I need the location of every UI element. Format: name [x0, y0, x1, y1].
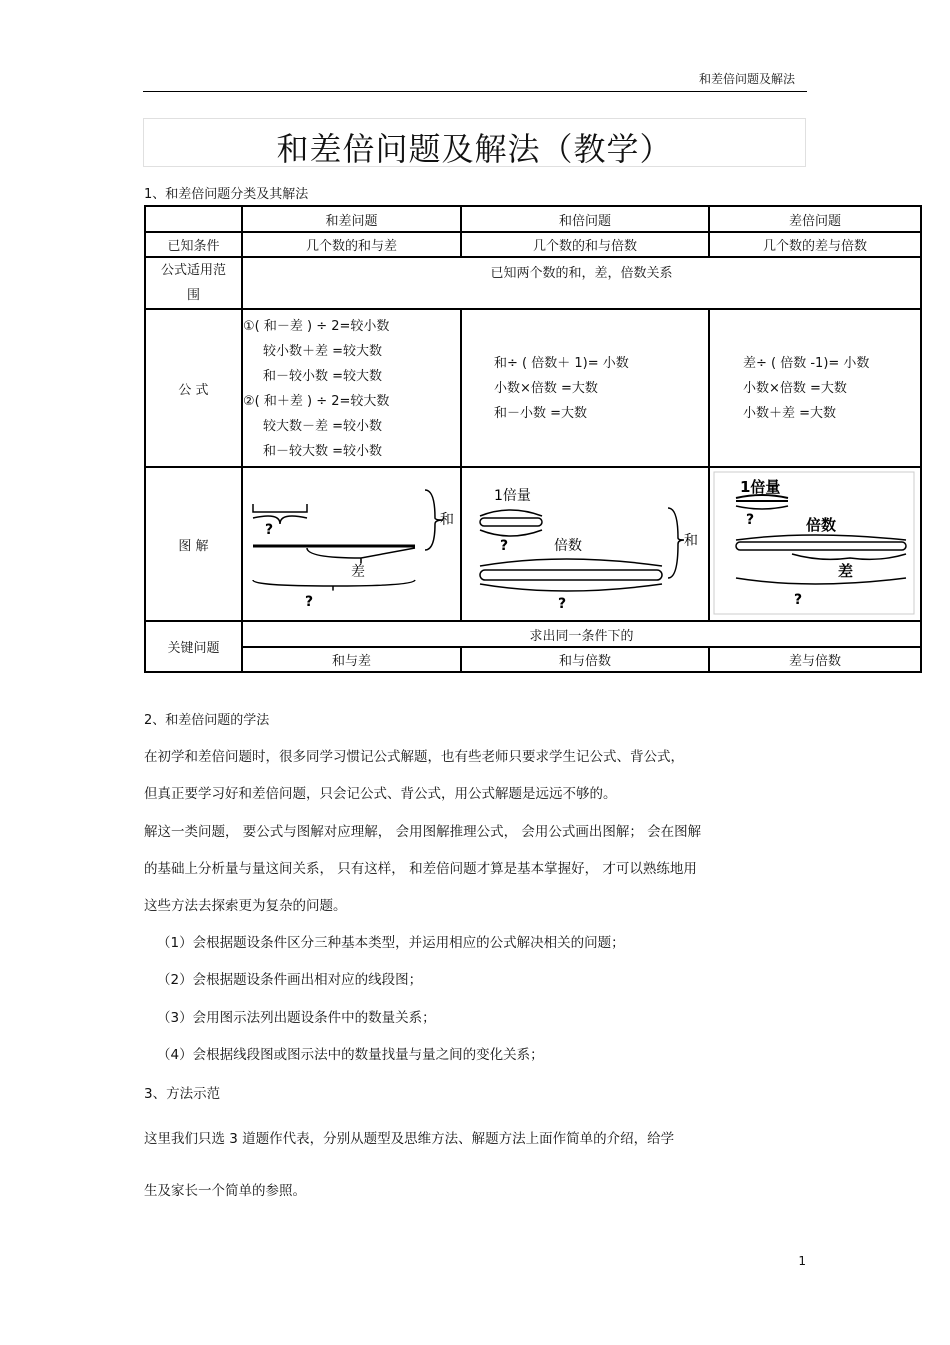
running-header: 和差倍问题及解法	[698, 72, 795, 86]
multiple-brace	[480, 559, 662, 566]
formula-hecha-line: 较大数－差 =较小数	[263, 419, 383, 434]
formula-hebei-line: 和÷ ( 倍数＋ 1)= 小数	[494, 355, 629, 371]
question-mark: ?	[558, 596, 567, 612]
question-mark: ?	[794, 592, 803, 608]
chabei-line-diagram	[710, 468, 920, 616]
small-bar	[253, 504, 307, 512]
diagram-hecha	[242, 467, 461, 621]
known-chabei: 几个数的差与倍数	[709, 232, 921, 257]
large-bar	[480, 570, 662, 580]
col-header-hecha: 和差问题	[242, 206, 461, 232]
section-3-heading: 3、方法示范	[144, 1086, 221, 1102]
row-label-scope	[145, 257, 242, 309]
he-label: 和	[684, 533, 698, 549]
large-brace	[480, 584, 662, 591]
scope-label-line-1: 公式适用范	[160, 263, 226, 278]
paragraph-line: 解这一类问题， 要公式与图解对应理解， 会用图解推理公式， 会用公式画出图解； 会在图解	[144, 824, 702, 840]
total-brace	[253, 580, 415, 590]
list-item: （2）会根据题设条件画出相对应的线段图；	[157, 972, 423, 988]
formula-hecha-line: ①( 和－差 ) ÷ 2=较小数	[243, 319, 390, 334]
beishu-label: 倍数	[806, 516, 837, 534]
question-mark: ?	[746, 512, 755, 528]
list-item: （4）会根据线段图或图示法中的数量找量与量之间的变化关系；	[157, 1047, 544, 1063]
row-label-key: 关键问题	[145, 621, 242, 672]
cha-label: 差	[351, 564, 365, 580]
formula-hecha-line: 和－较大数 =较小数	[263, 444, 383, 459]
formula-hecha-line: 较小数＋差 =较大数	[263, 344, 383, 359]
unit-brace	[480, 510, 542, 516]
formula-hebei	[461, 309, 709, 467]
known-hebei: 几个数的和与倍数	[461, 232, 709, 257]
header-divider	[143, 91, 807, 92]
formula-hecha-line: 和－较小数 =较大数	[263, 369, 383, 384]
small-brace	[480, 530, 542, 536]
key-hebei: 和与倍数	[461, 647, 709, 672]
key-span-cell: 求出同一条件下的	[242, 621, 921, 647]
diff-brace	[792, 554, 906, 559]
comparison-table	[144, 205, 922, 673]
formula-chabei-line: 小数×倍数 =大数	[743, 380, 847, 396]
document-title: 和差倍问题及解法（教学）	[276, 130, 673, 168]
formula-chabei-line: 小数＋差 =大数	[743, 405, 837, 421]
question-mark: ?	[305, 594, 314, 610]
table-corner-cell	[145, 206, 242, 232]
paragraph-line: 的基础上分析量与量这间关系， 只有这样， 和差倍问题才算是基本掌握好， 才可以熟练地用	[144, 861, 697, 877]
formula-hecha-line: ②( 和＋差 ) ÷ 2=较大数	[243, 394, 390, 409]
total-brace	[736, 578, 906, 584]
hecha-line-diagram	[243, 468, 460, 616]
formula-chabei	[709, 309, 921, 467]
small-bar	[480, 518, 542, 526]
formula-hecha	[242, 309, 461, 467]
key-hecha: 和与差	[242, 647, 461, 672]
diagram-hebei	[461, 467, 709, 621]
beishu-label: 倍数	[554, 538, 582, 554]
row-label-known: 已知条件	[145, 232, 242, 257]
formula-hebei-line: 小数×倍数 =大数	[494, 380, 598, 396]
small-brace	[253, 516, 307, 524]
he-label: 和	[440, 512, 454, 528]
hebei-line-diagram	[462, 468, 708, 616]
paragraph-line: 这里我们只选 3 道题作代表，分别从题型及思维方法、解题方法上面作简单的介绍，给学	[144, 1131, 675, 1147]
paragraph-line: 生及家长一个简单的参照。	[144, 1183, 306, 1199]
formula-hebei-line: 和－小数 =大数	[494, 405, 588, 421]
section-1-heading: 1、和差倍问题分类及其解法	[144, 187, 309, 202]
cha-label: 差	[838, 562, 854, 580]
formula-chabei-line: 差÷ ( 倍数 -1)= 小数	[743, 355, 870, 371]
question-mark: ?	[500, 538, 509, 554]
small-brace	[736, 506, 788, 509]
paragraph-line: 在初学和差倍问题时，很多同学习惯记公式解题，也有些老师只要求学生记公式、背公式，	[144, 749, 684, 765]
section-2-heading: 2、和差倍问题的学法	[144, 713, 270, 728]
list-item: （1）会根据题设条件区分三种基本类型，并运用相应的公式解决相关的问题；	[157, 935, 625, 951]
page-number: 1	[798, 1254, 806, 1268]
question-mark: ?	[265, 522, 274, 538]
paragraph-line: 这些方法去探索更为复杂的问题。	[144, 898, 347, 914]
one-unit-label: 1倍量	[494, 488, 531, 504]
diff-brace	[307, 548, 415, 563]
row-label-diagram: 图 解	[145, 467, 242, 621]
col-header-chabei: 差倍问题	[709, 206, 921, 232]
paragraph-line: 但真正要学习好和差倍问题，只会记公式、背公式，用公式解题是远远不够的。	[144, 786, 617, 802]
diagram-chabei	[709, 467, 921, 621]
one-unit-label: 1倍量	[740, 478, 781, 496]
large-bar	[736, 542, 906, 550]
multiple-brace	[736, 535, 906, 540]
scope-cell: 已知两个数的和，差，倍数关系	[242, 257, 921, 309]
key-chabei: 差与倍数	[709, 647, 921, 672]
known-hecha: 几个数的和与差	[242, 232, 461, 257]
scope-label-line-2: 围	[186, 288, 200, 303]
sum-brace	[668, 508, 684, 578]
col-header-hebei: 和倍问题	[461, 206, 709, 232]
row-label-formula: 公 式	[145, 309, 242, 467]
list-item: （3）会用图示法列出题设条件中的数量关系；	[157, 1010, 436, 1026]
